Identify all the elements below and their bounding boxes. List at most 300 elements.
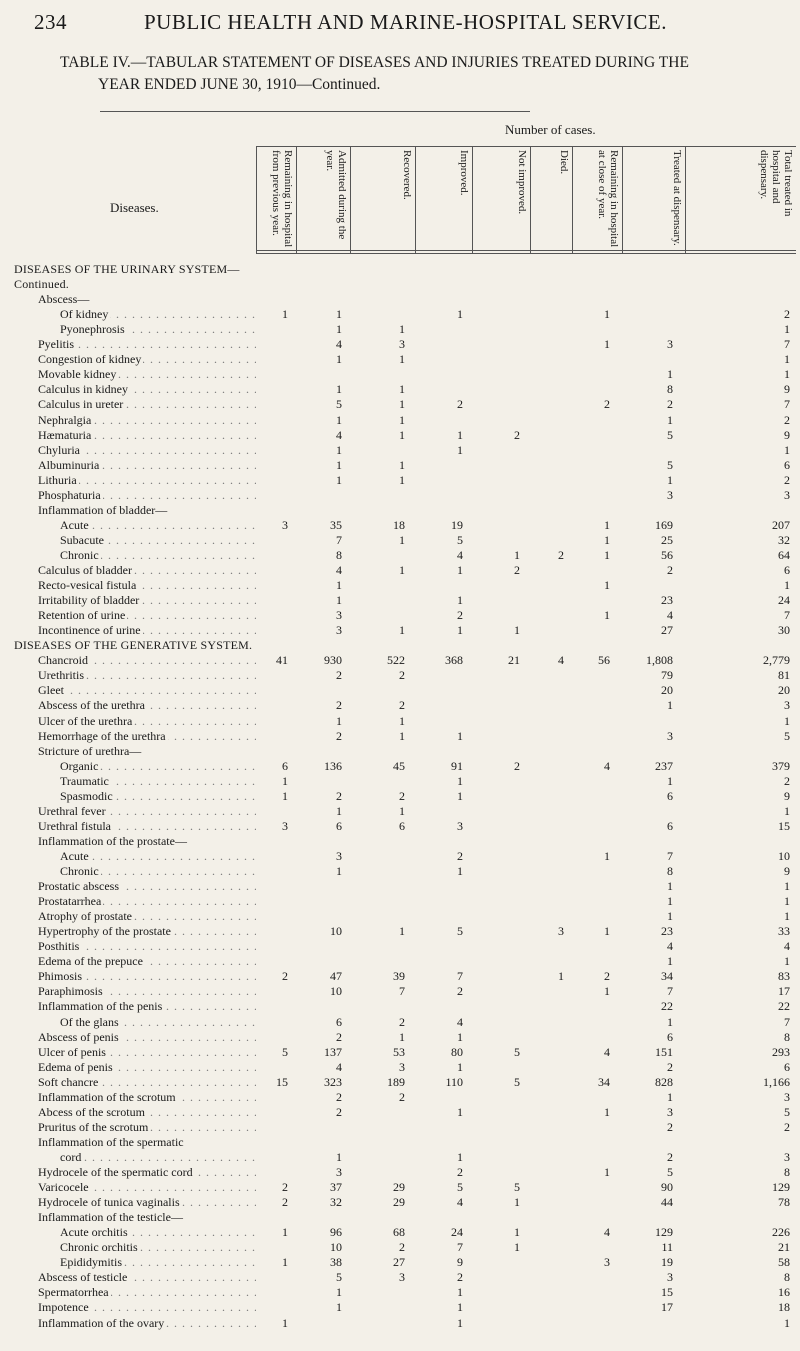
cell-value: 6 [667,788,673,803]
disease-name [38,954,256,969]
cell-value: 1 [282,1255,288,1270]
table-row [0,1165,800,1180]
cell-value: 4 [558,653,564,668]
disease-name [38,819,256,834]
cell-value: 8 [667,382,673,397]
cell-value: 1 [282,307,288,322]
disease-name [38,1060,256,1075]
table-title-line-2: YEAR ENDED JUNE 30, 1910—Continued. [98,76,381,93]
cell-value: 15 [661,1285,673,1300]
cell-value: 1 [457,1059,463,1074]
cell-value: 1 [282,788,288,803]
table-row [0,578,800,593]
cell-value: 3 [282,818,288,833]
cell-value: 5 [457,532,463,547]
cell-value: 1 [457,1149,463,1164]
cell-value: 3 [336,623,342,638]
cell-value: 7 [336,532,342,547]
cell-value: 18 [778,1300,790,1315]
disease-name [38,428,256,443]
cell-value: 1 [457,307,463,322]
disease-name [38,1120,256,1135]
cell-value: 45 [393,758,405,773]
table-row [0,1180,800,1195]
cell-value: 169 [655,517,673,532]
cell-value: 1 [784,352,790,367]
cell-value: 110 [445,1074,463,1089]
cell-value: 3 [336,848,342,863]
cell-value: 19 [661,1255,673,1270]
cell-value: 1 [784,909,790,924]
table-row [0,653,800,668]
disease-label: Inflammation of the scrotum [38,1089,176,1104]
cell-value: 7 [784,337,790,352]
table-row [0,1285,800,1300]
cell-value: 1 [604,337,610,352]
cell-value: 25 [661,532,673,547]
cell-value: 1 [399,352,405,367]
disease-name [38,909,256,924]
cell-value: 8 [667,864,673,878]
cell-value: 24 [778,593,790,608]
disease-name [38,382,256,397]
cell-value: 1 [514,1240,520,1255]
cell-value: 9 [784,427,790,442]
cell-value: 6 [336,1014,342,1029]
cell-value: 2 [558,547,564,562]
cell-value: 1 [399,457,405,472]
table-row [0,729,800,744]
cell-value: 1 [336,713,342,728]
cell-value: 1 [457,1104,463,1119]
table-row [0,443,800,458]
table-row [0,563,800,578]
cell-value: 2 [784,773,790,788]
cell-value: 129 [655,1225,673,1240]
disease-label: Subacute [60,532,104,547]
disease-name [38,413,256,428]
cell-value: 22 [661,999,673,1014]
cell-value: 3 [784,1149,790,1164]
table-row [0,969,800,984]
cell-value: 7 [457,969,463,984]
cell-value: 6 [399,818,405,833]
disease-name [38,894,256,909]
disease-name [38,1270,256,1285]
disease-name [38,443,256,458]
cell-value: 15 [778,818,790,833]
cell-value: 2 [399,698,405,713]
cell-value: 1 [399,532,405,547]
disease-label: Pruritus of the scrotum [38,1119,149,1134]
disease-label: Impotence [38,1300,89,1315]
disease-name [38,473,256,488]
cell-value: 1 [336,803,342,818]
table-row [0,668,800,683]
disease-name [38,337,256,352]
header-bottom-rule [256,250,796,251]
disease-label: Edema of the prepuce [38,954,143,969]
cell-value: 1 [604,547,610,562]
disease-name [60,322,256,337]
cell-value: 5 [514,1074,520,1089]
table-row [0,1240,800,1255]
cell-value: 4 [604,1225,610,1240]
subheading: Inflammation of the prostate— [38,833,187,848]
cell-value: 64 [778,547,790,562]
disease-name [38,563,256,578]
cell-value: 20 [661,683,673,698]
disease-name [38,1030,256,1045]
cell-value: 1 [784,1315,790,1330]
disease-name [60,548,256,563]
cell-value: 1 [604,532,610,547]
table-row [0,1015,800,1030]
cell-value: 3 [667,728,673,743]
disease-label: Traumatic [60,773,109,788]
cell-value: 2 [399,1014,405,1029]
disease-name [60,759,256,774]
table-row [0,864,800,879]
disease-label: Phosphaturia [38,487,101,502]
cell-value: 1 [336,322,342,337]
disease-name [38,488,256,503]
cell-value: 136 [324,758,342,773]
cell-value: 2 [399,788,405,803]
cell-value: 2 [784,472,790,487]
disease-label: Calculus of bladder [38,563,132,577]
table-row [0,789,800,804]
table-row [0,473,800,488]
cell-value: 1 [282,1315,288,1330]
cell-value: 1 [604,608,610,623]
disease-label: Incontinence of urine [38,623,141,638]
table-row [0,714,800,729]
cell-value: 2 [604,969,610,984]
cell-value: 1 [784,367,790,382]
cell-value: 522 [387,653,405,668]
column-header: Died. [558,150,570,175]
subheading: Stricture of urethra— [38,743,142,758]
cell-value: 9 [784,788,790,803]
cell-value: 1 [399,728,405,743]
cell-value: 17 [661,1300,673,1315]
cell-value: 5 [457,1180,463,1195]
cell-value: 237 [655,758,673,773]
cell-value: 2 [667,563,673,577]
cell-value: 5 [667,1165,673,1179]
table-row [0,939,800,954]
table-row [0,1150,800,1165]
cell-value: 1 [336,472,342,487]
disease-name [38,683,256,698]
disease-name [38,1105,256,1120]
column-header: Improved. [458,150,470,196]
disease-name [38,367,256,382]
cell-value: 33 [778,924,790,939]
disease-label: Organic [60,758,99,773]
cell-value: 2 [282,1180,288,1195]
cell-value: 1 [604,984,610,999]
cell-value: 4 [457,547,463,562]
cell-value: 2 [457,1270,463,1285]
table-row [0,759,800,774]
cell-value: 3 [784,487,790,502]
cell-value: 2 [399,1240,405,1255]
table-row [0,909,800,924]
cell-value: 207 [772,517,790,532]
disease-label: Calculus in kidney [38,382,128,397]
cell-value: 1 [399,1029,405,1044]
cell-value: 96 [330,1225,342,1240]
cell-value: 1 [336,412,342,427]
cell-value: 34 [661,969,673,984]
cell-value: 1 [667,1014,673,1029]
cell-value: 32 [330,1195,342,1210]
disease-name [38,969,256,984]
column-header: Remaining in hospital from previous year. [270,150,294,248]
cell-value: 5 [667,457,673,472]
disease-label: Epididymitis [60,1255,123,1270]
table-row [0,849,800,864]
cell-value: 21 [508,653,520,668]
disease-name [38,984,256,999]
cell-value: 2 [457,984,463,999]
table-title [60,52,780,96]
cell-value: 1 [336,593,342,608]
cell-value: 79 [661,668,673,683]
cell-value: 930 [324,653,342,668]
cell-value: 5 [282,1044,288,1059]
disease-label: Recto-vesical fistula [38,578,137,593]
cell-value: 1 [457,1315,463,1330]
disease-label: Irritability of bladder [38,593,140,608]
cell-value: 16 [778,1285,790,1300]
cell-value: 83 [778,969,790,984]
table-row [0,1105,800,1120]
cell-value: 30 [778,623,790,638]
cell-value: 2 [336,668,342,683]
cell-value: 3 [667,1104,673,1119]
disease-label: Abcess of the scrotum [38,1104,145,1119]
cell-value: 15 [276,1074,288,1089]
cell-value: 293 [772,1044,790,1059]
cell-value: 20 [778,683,790,698]
cell-value: 19 [451,517,463,532]
cell-value: 1 [336,382,342,397]
table-row [0,1060,800,1075]
cell-value: 1 [336,457,342,472]
cell-value: 1 [399,713,405,728]
disease-label: Posthitis [38,939,80,954]
cell-value: 2 [399,1089,405,1104]
cell-value: 21 [778,1240,790,1255]
cell-value: 2 [336,728,342,743]
cell-value: 2 [336,1104,342,1119]
table-row [0,1300,800,1315]
cell-value: 1,808 [646,653,673,668]
cell-value: 6 [667,818,673,833]
cell-value: 5 [457,924,463,939]
cell-value: 8 [784,1165,790,1179]
cell-value: 368 [445,653,463,668]
cell-value: 7 [667,984,673,999]
disease-name [38,653,256,668]
disease-label: Movable kidney [38,367,117,382]
disease-name [38,999,256,1014]
cell-value: 2 [667,1059,673,1074]
disease-name [38,352,256,367]
column-divider [415,146,416,253]
cell-value: 29 [393,1180,405,1195]
cell-value: 6 [784,563,790,577]
cell-value: 23 [661,593,673,608]
cell-value: 1 [399,623,405,638]
cell-value: 5 [784,728,790,743]
cell-value: 2 [336,698,342,713]
cell-value: 56 [661,547,673,562]
cell-value: 53 [393,1044,405,1059]
cell-value: 80 [451,1044,463,1059]
disease-name [38,623,256,638]
cell-value: 2 [282,1195,288,1210]
cell-value: 1 [784,879,790,894]
cell-value: 4 [667,939,673,954]
cell-value: 24 [451,1225,463,1240]
disease-name [60,1225,256,1240]
cell-value: 3 [667,1270,673,1285]
disease-name [60,774,256,789]
cell-value: 47 [330,969,342,984]
disease-label: Soft chancre [38,1074,99,1089]
cell-value: 1 [667,773,673,788]
table-row [0,683,800,698]
cell-value: 2 [457,1165,463,1179]
cell-value: 2 [399,668,405,683]
cell-value: 6 [336,818,342,833]
cell-value: 2 [514,563,520,577]
column-divider [256,146,257,253]
column-header: Treated at dispensary. [671,150,683,246]
table-row [0,698,800,713]
cell-value: 2 [514,427,520,442]
cell-value: 1 [604,924,610,939]
cell-value: 3 [558,924,564,939]
table-row [0,352,800,367]
cell-value: 1 [336,864,342,878]
column-divider [572,146,573,253]
section-heading: DISEASES OF THE GENERATIVE SYSTEM. [14,638,253,653]
cell-value: 1 [514,1195,520,1210]
column-divider [296,146,297,253]
column-divider [530,146,531,253]
cell-value: 1 [336,578,342,593]
cell-value: 1 [457,728,463,743]
disease-name [38,1090,256,1105]
cell-value: 2 [667,1119,673,1134]
disease-name [38,458,256,473]
cell-value: 32 [778,532,790,547]
disease-label: Edema of penis [38,1059,113,1074]
cell-value: 7 [784,1014,790,1029]
disease-name [60,1150,256,1165]
cell-value: 68 [393,1225,405,1240]
cell-value: 6 [784,457,790,472]
disease-label: Of kidney [60,307,109,322]
disease-name [60,518,256,533]
cell-value: 189 [387,1074,405,1089]
disease-label: Chronic [60,547,99,562]
cell-value: 2 [667,1149,673,1164]
cell-value: 58 [778,1255,790,1270]
table-row [0,819,800,834]
cell-value: 5 [514,1044,520,1059]
cell-value: 1 [784,803,790,818]
disease-label: Urethral fever [38,803,106,818]
cell-value: 5 [784,1104,790,1119]
cell-value: 1 [784,954,790,969]
table-row [0,1075,800,1090]
cell-value: 1 [399,427,405,442]
disease-label: Chronic orchitis [60,1240,138,1255]
disease-label: Prostatic abscess [38,879,119,894]
table-row [0,593,800,608]
cell-value: 1 [514,623,520,638]
cell-value: 1 [336,1300,342,1315]
cell-value: 8 [784,1029,790,1044]
disease-label: Congestion of kidney [38,352,142,367]
cell-value: 1 [399,322,405,337]
cell-value: 3 [784,698,790,713]
cell-value: 1 [457,1300,463,1315]
table-row [0,428,800,443]
table-row [0,1030,800,1045]
column-divider [350,146,351,253]
disease-label: Nephralgia [38,412,92,427]
cell-value: 4 [667,608,673,623]
cell-value: 1 [667,954,673,969]
table-row [0,1120,800,1135]
disease-name [60,849,256,864]
cell-value: 1 [558,969,564,984]
column-header: Total treated in hospital and dispensary. [758,150,794,217]
disease-label: Urethritis [38,668,84,683]
cell-value: 2 [457,848,463,863]
disease-label: Inflammation of the ovary [38,1315,165,1330]
cell-value: 10 [330,984,342,999]
cell-value: 1 [784,442,790,457]
cell-value: 2 [336,1029,342,1044]
cell-value: 1 [784,713,790,728]
disease-label: Chancroid [38,653,88,668]
cell-value: 323 [324,1074,342,1089]
disease-label: Prostatarrhea [38,894,102,909]
cell-value: 1 [667,1089,673,1104]
table-row [0,307,800,322]
cell-value: 2,779 [763,653,790,668]
cell-value: 2 [604,397,610,412]
cell-value: 1 [784,322,790,337]
subheading: Inflammation of bladder— [38,502,168,517]
disease-name [38,1285,256,1300]
cell-value: 3 [399,1270,405,1285]
column-divider [472,146,473,253]
section-heading: DISEASES OF THE URINARY SYSTEM—Continued. [14,262,240,291]
disease-name [60,864,256,879]
cell-value: 8 [336,547,342,562]
subheading: Inflammation of the testicle— [38,1210,183,1225]
cell-value: 129 [772,1180,790,1195]
